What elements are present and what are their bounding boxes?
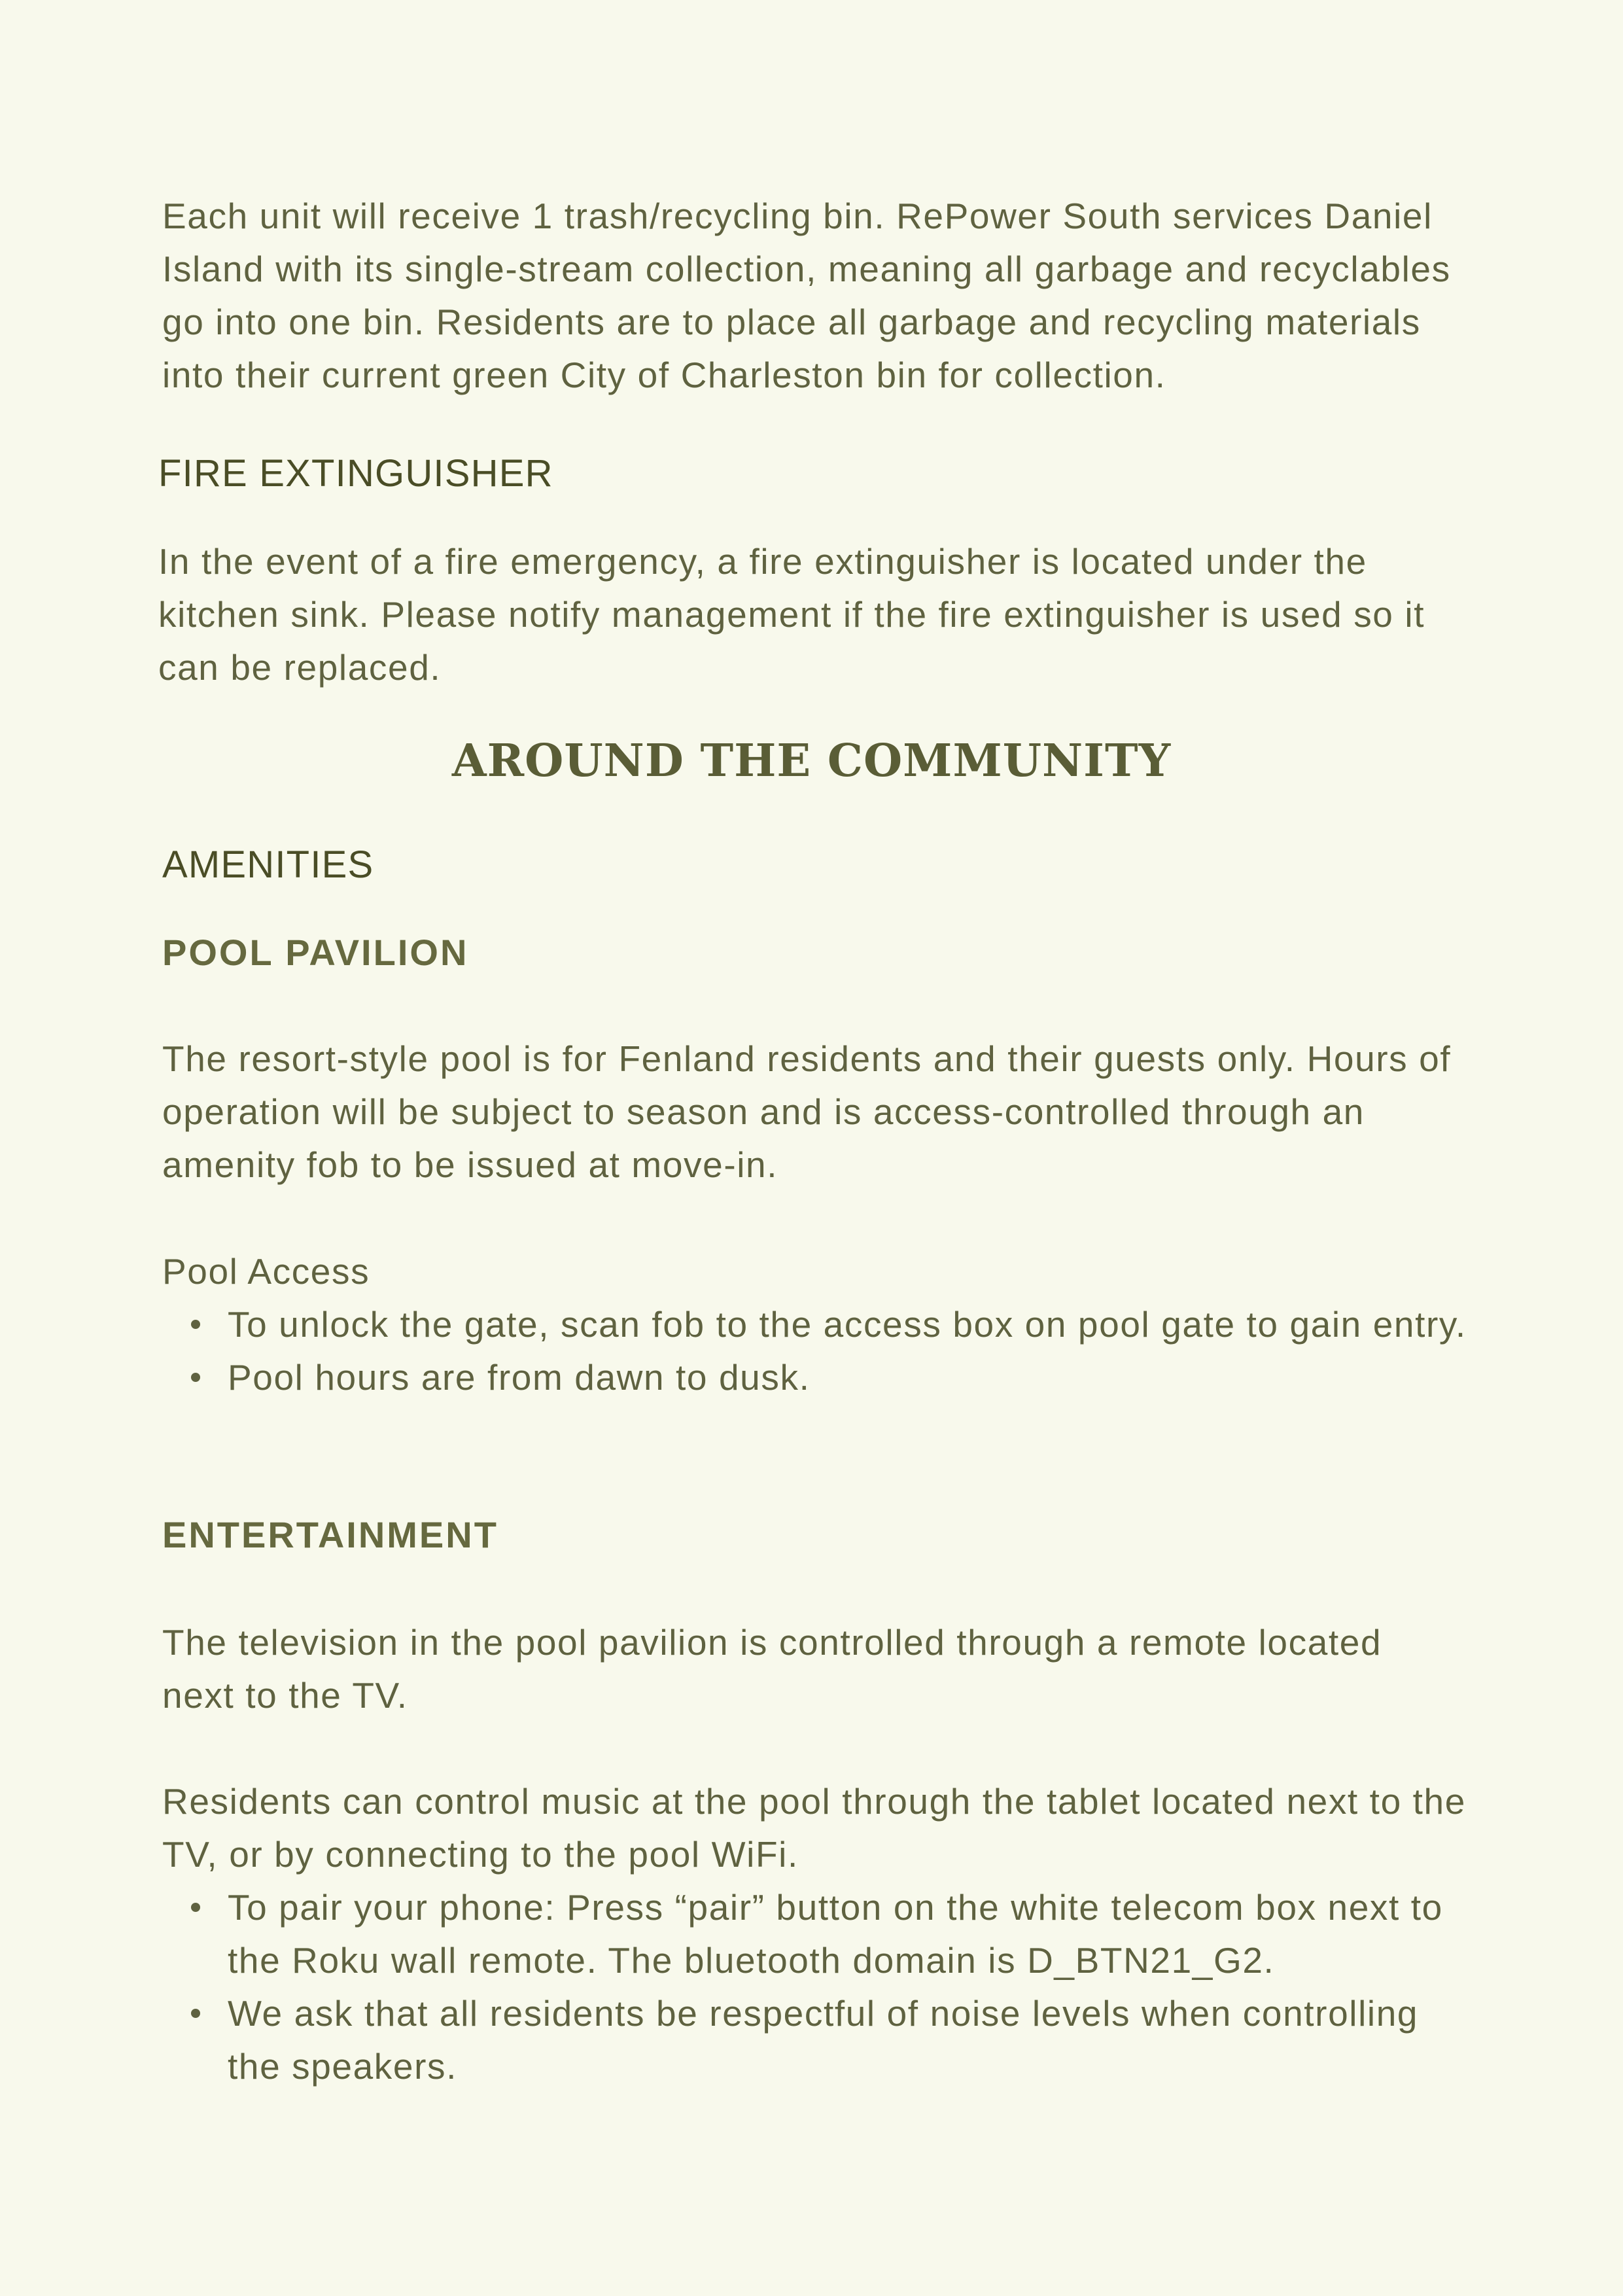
entertainment-music-paragraph: Residents can control music at the pool through the tablet located next to the TV, or by connecting to the pool WiFi. <box>162 1781 1466 1875</box>
entertainment-heading: ENTERTAINMENT <box>162 1514 498 1555</box>
bullet-icon <box>191 2009 200 2018</box>
list-item <box>162 1881 1477 1987</box>
pool-pavilion-paragraph: The resort-style pool is for Fenland residents and their guests only. Hours of operation will be subject to season and is access-controlled through an amenity fob to be issued at move-in. <box>162 1038 1452 1185</box>
bullet-icon <box>191 1320 200 1329</box>
list-item <box>162 1351 1477 1404</box>
list-item-text: We ask that all residents be respectful of noise levels when controlling the speakers. <box>228 1993 1419 2087</box>
entertainment-tv-paragraph: The television in the pool pavilion is controlled through a remote located next to the TV. <box>162 1622 1382 1716</box>
entertainment-list <box>162 1881 1477 2093</box>
trash-recycling-paragraph: Each unit will receive 1 trash/recycling bin. RePower South services Daniel Island with its single-stream collection, meaning all garbage and recyclables go into one bin. Residents are to place all garbage and recycling materials into their current green City of Charleston bin for collection. <box>162 196 1451 395</box>
list-item-text: To pair your phone: Press “pair” button on the white telecom box next to the Roku wall remote. The bluetooth domain is D_BTN21_G2. <box>228 1887 1443 1981</box>
pool-access-label: Pool Access <box>162 1251 370 1292</box>
list-item <box>162 1987 1477 2093</box>
pool-pavilion-heading: POOL PAVILION <box>162 932 469 973</box>
pool-access-list <box>162 1298 1477 1404</box>
around-the-community-title: AROUND THE COMMUNITY <box>451 735 1172 787</box>
bullet-icon <box>191 1903 200 1912</box>
list-item <box>162 1298 1477 1351</box>
list-item-text: Pool hours are from dawn to dusk. <box>228 1357 811 1398</box>
list-item-text: To unlock the gate, scan fob to the access box on pool gate to gain entry. <box>228 1304 1467 1345</box>
bullet-icon <box>191 1373 200 1382</box>
fire-extinguisher-paragraph: In the event of a fire emergency, a fire extinguisher is located under the kitchen sink. Please notify management if the fire extinguisher is used so it can be replaced. <box>158 541 1425 688</box>
fire-extinguisher-heading: FIRE EXTINGUISHER <box>158 452 553 495</box>
amenities-heading: AMENITIES <box>162 843 374 886</box>
